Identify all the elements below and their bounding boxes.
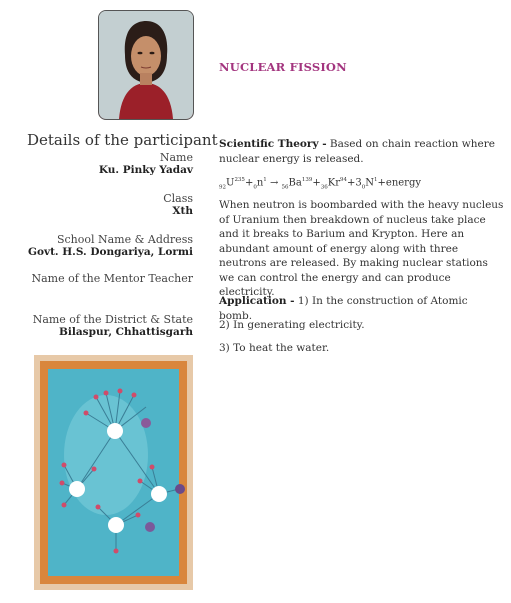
mentor-label: Name of the Mentor Teacher xyxy=(31,272,193,285)
school-label: School Name & Address xyxy=(56,233,193,246)
eq-ba-mass-number: 139 xyxy=(301,177,313,183)
eq-arrow-icon: → xyxy=(269,177,279,189)
eq-n-atomic-number: 0 xyxy=(253,184,257,191)
application-item-2: 2) In generating electricity. xyxy=(219,319,365,331)
eq-plus: + xyxy=(244,177,254,189)
eq-kr-mass-number: 94 xyxy=(340,177,348,183)
participant-portrait xyxy=(99,11,193,119)
school-field xyxy=(28,233,193,259)
name-value: Ku. Pinky Yadav xyxy=(98,164,193,176)
district-label: Name of the District & State xyxy=(32,313,193,326)
class-value: Xth xyxy=(172,205,193,217)
eq-neutrons: N xyxy=(365,177,375,189)
theory-label: Scientific Theory - xyxy=(219,138,327,150)
district-field xyxy=(33,313,193,339)
eq-ba-atomic-number: 56 xyxy=(281,184,289,191)
eq-barium: Ba xyxy=(288,177,302,189)
name-field xyxy=(99,151,193,177)
participant-photo xyxy=(98,10,194,120)
fission-poster-image xyxy=(34,355,193,590)
eq-n2-mass-number: 1 xyxy=(374,177,378,183)
application-item-3: 3) To heat the water. xyxy=(219,342,330,354)
page-title: NUCLEAR FISSION xyxy=(219,60,347,74)
eq-krypton: Kr xyxy=(327,177,341,189)
eq-n2-atomic-number: 0 xyxy=(361,184,366,191)
description-paragraph: When neutron is boombarded with the heavy nucleus of Uranium then breakdown of nucleus take place and it breaks to Barium and Krypton. Here an abundant amount of energy along with three neutrons are released. By making nuclear stations we can control the energy and can produce electricity. xyxy=(219,199,504,298)
eq-uranium: U xyxy=(226,177,235,189)
eq-energy: +energy xyxy=(377,177,422,189)
class-field xyxy=(163,192,193,218)
application-label: Application - xyxy=(219,295,295,307)
eq-u-atomic-number: 92 xyxy=(219,184,226,191)
chain-reaction-illustration xyxy=(34,355,193,590)
eq-neutron: n xyxy=(256,177,264,189)
details-heading: Details of the participant xyxy=(27,131,218,149)
eq-u-mass-number: 235 xyxy=(234,177,245,183)
mentor-field xyxy=(31,272,193,285)
eq-plus-three: +3 xyxy=(347,177,362,189)
scientific-theory xyxy=(219,137,504,166)
eq-kr-atomic-number: 36 xyxy=(320,184,328,191)
class-label: Class xyxy=(163,192,193,205)
eq-n-mass-number: 1 xyxy=(263,177,267,183)
district-value: Bilaspur, Chhattisgarh xyxy=(59,326,193,338)
name-label: Name xyxy=(159,151,193,164)
eq-plus: + xyxy=(312,177,321,189)
fission-equation xyxy=(219,173,504,195)
application-item-1: 1) In the construction of Atomic bomb. xyxy=(219,295,468,322)
school-value: Govt. H.S. Dongariya, Lormi xyxy=(28,246,193,258)
theory-text: Based on chain reaction where nuclear energy is released. xyxy=(219,138,495,165)
